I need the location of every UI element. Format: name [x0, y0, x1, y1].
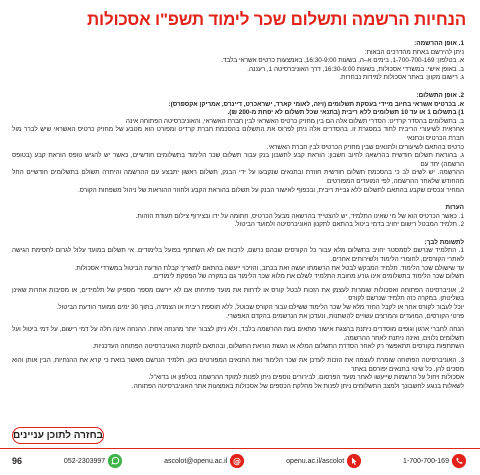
attention-item: הנחה לחברי ארגון וגופים מוסדרים ניתנת בהצגת אישור מתאים בעת ההרשמה בלבד, ולא ניתן לצבור יותר מהנחה אחת. ההנחה אינה חלה על דמי רישום, על דמי ביטול ועל תשלומים נלווים, ואינה ניתנת לאחר ההרשמה. [12, 326, 464, 342]
footer-divider [0, 448, 480, 449]
registration-heading: 1. אופן ההרשמה: [414, 40, 464, 47]
notes-heading: הערות [445, 204, 464, 212]
attention-item: 2. אוניברסיטה הפתוחה ואסכולות שומרות לעצמן את הזכות לבטל קורס או לדחות את מועד פתיחתו אם לא יירשם מספר מספיק של תלמידים, או מסיבות אחרות שאינן בשליטתן. במקרה כזה תלמיד שנרשם לקורס [12, 286, 464, 303]
payment-credit-plan: ב. בתשלומים בהסדר קרדיט: הסדרי תשלום אלה הם בין מחזיק כרטיס האשראי לבין חברת האשראי, והאוניברסיטה הפתוחה אינה [125, 117, 464, 125]
phone-number: 1-700-700-169 [403, 457, 449, 465]
page-title: הנחיות הרשמה ותשלום שכר לימוד תשפ"ו אסכולות [87, 10, 466, 29]
attention-item: השתתפות בקורסים תתאפשר רק לאחר הסדרת התשלום המלא או הגשת הוראת התשלום, ובהתאם לתקנות האוניברסיטה הפתוחה העדכניות. [92, 343, 464, 351]
registration-online: ג. רישום מקוון: באתר אסכולות למידות נבחרות. [339, 74, 464, 82]
attention-item: 1. התלמיד שנרשם לסמסטר יחויב בתשלום מלא עבור כל הקורסים שבהם נרשם, לרבות אם לא השתתף בפועל בלימודים. אי תשלום במועד עלול לגרום לחסימת הגישה לאתרי הקורסים, לחומרי הלימוד ולשירותים אחרים. [12, 247, 464, 264]
whatsapp-contact[interactable] [64, 454, 122, 468]
attention-item: יוכל לעבור לקורס אחר או לקבל החזר מלא של שכר הלימוד ששילם עבור הקורס שבוטל, ללא תוספת ריבית או הצמדה, בתוך 30 ימים ממועד הודעת הביטול. [56, 304, 464, 312]
attention-item: לשאלות בנוגע לחשבונך ולמצב התשלומים ניתן לפנות אל מחלקת הכספים של אסכולות באמצעות אתר האוניברסיטה הפתוחה. [131, 382, 464, 390]
payment-credit: א. בכרטיס אשראי בחיוב מיידי בעסקת תשלומים (ויזה, לאומי קארד, ישראכרט, דיינרס, אמריקן אקספרס): [168, 100, 464, 108]
payment-credit-plan-3: כרטיס בהתאם לשיעורים ולתנאים שבין מחזיק הכרטיס לבין חברת האשראי. [266, 143, 464, 151]
payment-credit-plan-2: אחראית לשיעורי הריבית לחוד במסגרת זו. בהסדרים אלה ניתן לפרוס את התשלום בהסכמת חברת קרדיט ומפורט הוא מטבע של מחזיק כרטיס האשראי שיש לברר מול חברת הכרטיס וכתנאי [12, 126, 464, 142]
page-number: 96 [12, 456, 23, 466]
registration-in-person: ב. באופן אישי: במשרדי אסכולות, בשעות 16:30-9:00, דרך האוניברסיטה 1, רעננה. [247, 65, 464, 73]
content-body [12, 40, 464, 391]
note-item: 2. תלמיד המבטל רישום יחויב בדמי ביטול בהתאם לתקנון האוניברסיטה ולמועד הביטול. [234, 221, 464, 229]
footer [12, 452, 466, 470]
phone-contact[interactable] [403, 454, 466, 468]
mouse-pointer-icon [347, 454, 361, 468]
attention-item: אסכולות ויחול על הרשמות שייעשו לאחר מועד הפרסום. לבירורים נוספים ניתן לפנות למוקד ההרשמה בטלפון או בדוא"ל. [148, 374, 464, 382]
whatsapp-phone: 052-2303997 [63, 457, 106, 465]
registration-phone: א. בטלפון: 1-700-700-169, בימים א–ה, בשעות 16:30-9:00, באמצעות כרטיס אשראי בלבד. [221, 57, 464, 65]
phone-icon [452, 454, 466, 468]
email-icon [230, 454, 244, 468]
payment-standing-order: ג. בהוראת תשלום חודשית בהרשאה לחיוב חשבון: הוראת קבע לחשבון בנק עבור תשלום שכר הלימוד בתשלומים חודשיים, כאשר יש להגיש טופס הוראת קבע (בטופס הרשמה) יחד עם [12, 152, 464, 168]
attention-item: עד שישולם שכר הלימוד. תלמיד המבקש לבטל את הרשמתו יעשה זאת בכתב, והזיכוי ייעשה בהתאם לתאריך קבלת הודעת הביטול במשרדי אסכולות. [74, 264, 464, 272]
payment-standing-order-2: ההרשמה. יש לשים לב כי בהסכמת תשלום חודשית חוזרת ובתנאים שנקבעו על ידי הבנק, תשלום ראשון יתבצע עם ההרשמה והיתרה תשולם בתשלומים חודשיים החל מהחודש שלאחר ההרשמה, לפי המועדים המפורטים [12, 169, 464, 185]
whatsapp-icon [108, 454, 122, 468]
email-contact[interactable] [164, 454, 244, 468]
attention-heading: לתשומת לבך: [424, 238, 464, 246]
email-address: ascolot@openu.ac.il [164, 457, 228, 465]
svg-text:@: @ [233, 457, 242, 466]
note-item: 1. כאשר הכרטיס הוא של מי שאינו התלמיד, יש להצטייד בהרשאה מבעל הכרטיס, חתומה על ידו ובצירוף צילום תעודת הזהות. [135, 212, 464, 220]
attention-item: פרטי הקורסים, המועדים והמרצים עשויים להשתנות, ונעדכן את הנרשמים בהקדם האפשרי. [225, 312, 464, 320]
payment-standing-order-3: המחיר ונכסים שקבע בהתאם לתשלום ללא גביית ריבית, ובכפוף לאישור הבנק על תשלום בהוראת הקבע ולחוזר ההוראות של ניהול משפחות הקורס. [78, 186, 464, 194]
payment-heading: 2. אופן התשלום: [416, 91, 464, 99]
attention-item: תשלום שכר הלימוד בתשלומים אינו גורע מחובת התלמיד לשלם את מלוא שכר הלימוד גם במקרה של הפסקת לימודים. [152, 273, 464, 281]
payment-installments: 1) בתשלום 1 או עד 10 תשלומים ללא ריבית (בתנאי שכל תשלום לא יפחת מ-200 ₪). [227, 109, 464, 117]
website-url: openu.ac.il/ascolot [286, 457, 345, 465]
website-link[interactable] [286, 454, 361, 468]
registration-intro: ניתן להירשם באחת מהדרכים הבאות: [364, 48, 464, 56]
attention-item: 3. האוניברסיטה הפתוחה שומרת לעצמה את הזכות לעדכן את שכר הלימוד ואת התנאים המפורטים כאן. תלמיד הנרשם מאשר בזאת כי קרא את ההנחיות, הבין אותן והוא מסכים להן. כל שינוי בתנאים יפורסם באתר [12, 357, 464, 373]
back-to-contents-button[interactable]: בחזרה לתוכן עניינים [12, 427, 104, 444]
